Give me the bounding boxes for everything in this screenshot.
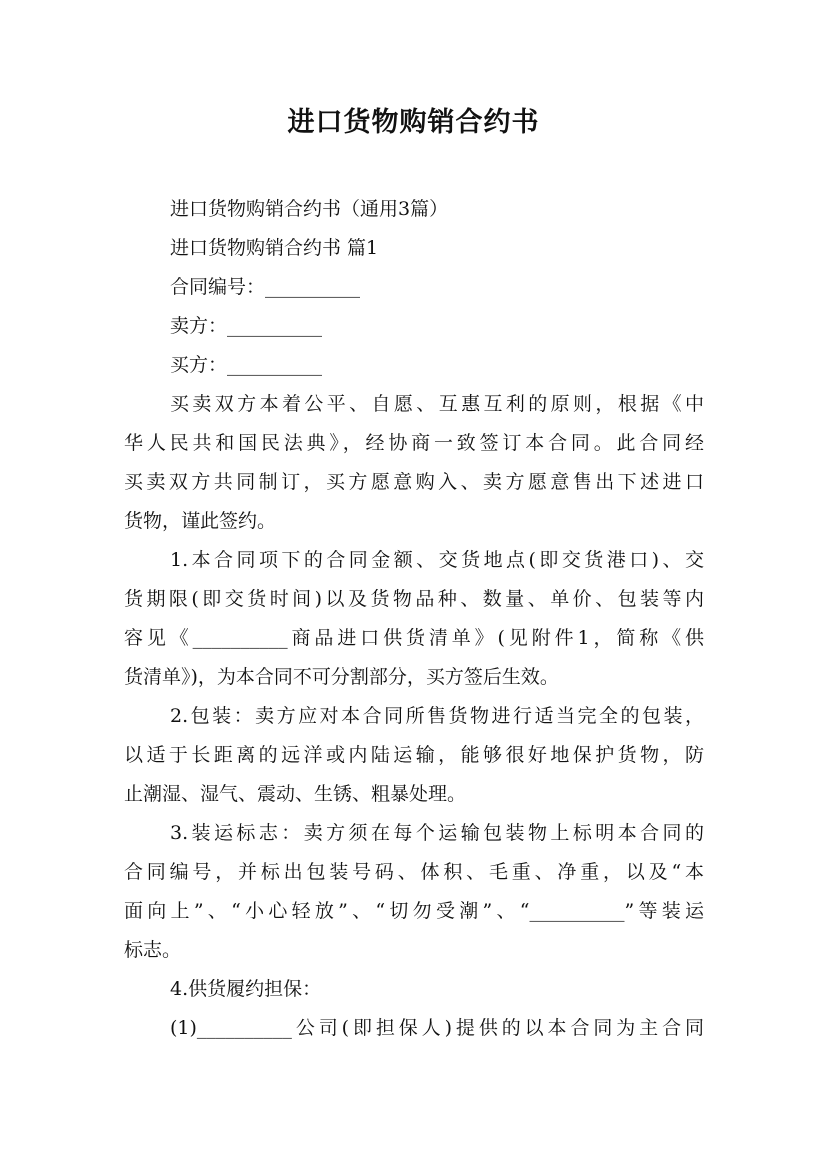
text-line: 卖方：__________ [170, 315, 323, 337]
text-line: 买卖双方共同制订，买方愿意购入、卖方愿意售出下述进口 [124, 471, 704, 493]
text-line: 标志。 [124, 939, 182, 961]
text-line: 买卖双方本着公平、自愿、互惠互利的原则，根据《中 [170, 393, 704, 415]
text-line: 2.包装：卖方应对本合同所售货物进行适当完全的包装， [170, 705, 704, 727]
text-line: 止潮湿、湿气、震动、生锈、粗暴处理。 [124, 783, 467, 805]
document-body [124, 190, 704, 1048]
text-line: 合同编号，并标出包装号码、体积、毛重、净重，以及“本 [124, 861, 704, 883]
text-line: 货清单》)，为本合同不可分割部分，买方签后生效。 [124, 666, 559, 688]
text-line: 华人民共和国民法典》，经协商一致签订本合同。此合同经 [124, 432, 704, 454]
document-title: 进口货物购销合约书 [287, 107, 540, 138]
text-line: 容见《__________商品进口供货清单》(见附件1，简称《供 [124, 627, 704, 649]
text-line: 进口货物购销合约书 篇1 [170, 237, 379, 259]
text-line: 进口货物购销合约书（通用3篇） [170, 198, 449, 220]
text-line: 4.供货履约担保： [170, 978, 322, 1000]
text-line: 货期限(即交货时间)以及货物品种、数量、单价、包装等内 [124, 588, 704, 610]
text-line: (1)__________公司(即担保人)提供的以本合同为主合同 [170, 1017, 704, 1039]
text-line: 以适于长距离的远洋或内陆运输，能够很好地保护货物，防 [124, 744, 704, 766]
text-line: 面向上”、“小心轻放”、“切勿受潮”、“__________”等装运 [124, 900, 704, 922]
text-line: 货物，谨此签约。 [124, 510, 277, 532]
text-line: 3.装运标志：卖方须在每个运输包装物上标明本合同的 [170, 822, 704, 844]
text-line: 1.本合同项下的合同金额、交货地点(即交货港口)、交 [170, 549, 704, 571]
text-line: 合同编号：__________ [170, 276, 361, 298]
text-line: 买方：__________ [170, 354, 323, 376]
